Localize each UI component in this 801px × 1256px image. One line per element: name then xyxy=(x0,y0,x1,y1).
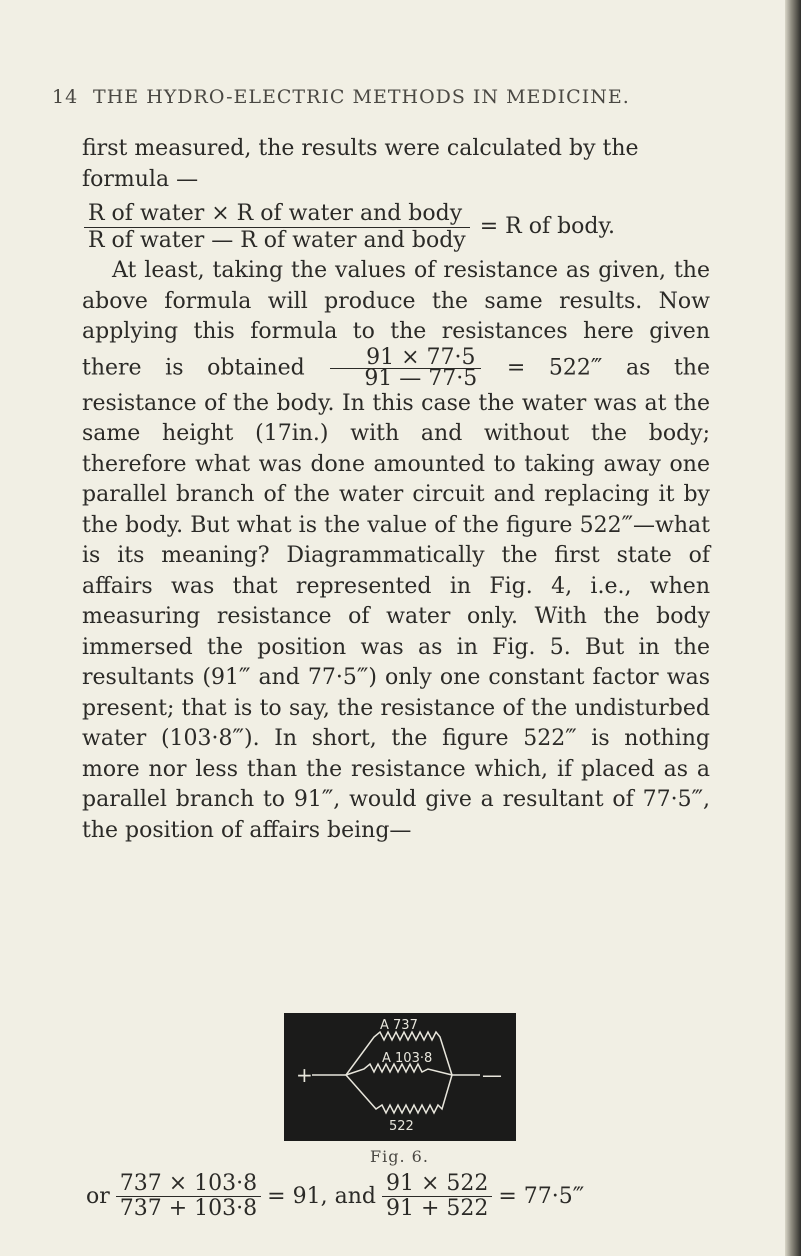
formula1-denominator: R of water — R of water and body xyxy=(88,228,466,253)
formula2-fraction-1 xyxy=(116,1172,261,1221)
formula2-fraction-2 xyxy=(382,1172,492,1221)
label-103-8: A 103·8 xyxy=(382,1051,433,1066)
inline-fraction-num: 91 × 77·5 xyxy=(330,348,481,369)
label-522: 522 xyxy=(389,1119,414,1134)
formula2-f1-den: 737 + 103·8 xyxy=(119,1196,258,1221)
figure-6-diagram xyxy=(284,1013,516,1141)
formula2-f2-den: 91 + 522 xyxy=(385,1196,489,1221)
inline-fraction-den: 91 — 77·5 xyxy=(364,365,478,391)
para2-before: At least, taking the values of resistance as given, the above formula will produce the same results. Now applying this formula to the resistances here given there is obtained xyxy=(82,258,710,380)
page-number: 14 xyxy=(52,86,79,108)
para1-line2: formula — xyxy=(82,166,199,192)
figure-caption: Fig. 6. xyxy=(370,1147,429,1166)
running-header xyxy=(52,86,752,108)
formula1-numerator: R of water × R of water and body xyxy=(84,201,470,228)
running-title: THE HYDRO-ELECTRIC METHODS IN MEDICINE. xyxy=(93,86,630,108)
page-edge xyxy=(785,0,801,1256)
formula2-mid: = 91, and xyxy=(267,1184,376,1209)
formula2-or: or xyxy=(86,1184,110,1209)
para2 xyxy=(82,256,710,846)
formula2-f1-num: 737 × 103·8 xyxy=(116,1172,261,1197)
para1-line1: first measured, the results were calculated by the xyxy=(82,136,639,161)
formula-r-of-body xyxy=(82,201,710,254)
formula1-fraction xyxy=(84,201,470,254)
para2-after: = 522‴ as the resistance of the body. In this case the water was at the same height (17in.) with and without the body; therefore what was done amounted to taking away one parallel branch of the water circuit and replacing it by the body. But what is the value of the figure 522‴—what is its meaning? Diagrammatically the first state of affairs was that represented in Fig. 4, i.e., when measuring resistance of water only. With the body immersed the position was as in Fig. 5. But in the resultants (91‴ and 77·5‴) only one constant factor was present; that is to say, the resistance of the undisturbed water (103·8‴). In short, the figure 522‴ is nothing more nor less than the resistance which, if placed as a parallel branch to 91‴, would give a resultant of 77·5‴, the position of affairs being— xyxy=(82,355,710,843)
minus-terminal: — xyxy=(482,1063,502,1087)
formula2-f2-num: 91 × 522 xyxy=(382,1172,492,1197)
label-737: A 737 xyxy=(380,1018,418,1033)
resistor-bottom xyxy=(346,1075,452,1113)
inline-fraction xyxy=(330,344,481,391)
body-text xyxy=(82,134,710,846)
formula2-rhs: = 77·5‴ xyxy=(498,1184,585,1209)
circuit-diagram xyxy=(284,1013,516,1141)
formula1-rhs: = R of body. xyxy=(479,214,615,240)
plus-terminal: + xyxy=(296,1063,313,1087)
formula-parallel-check xyxy=(82,1172,588,1221)
